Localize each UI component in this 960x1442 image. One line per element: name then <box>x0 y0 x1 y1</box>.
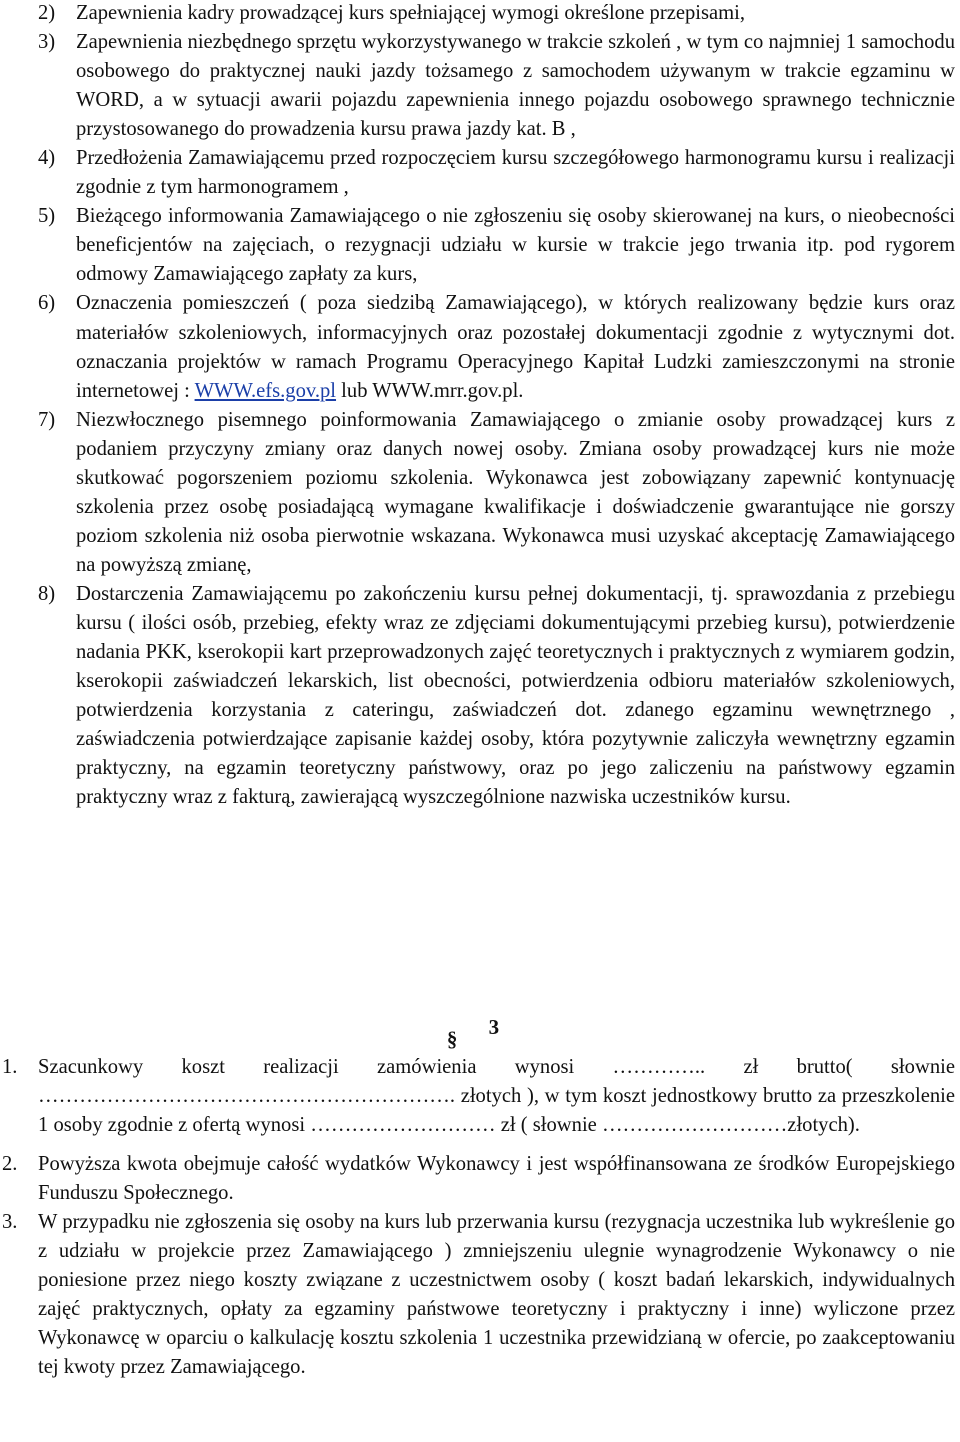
list-item-5 <box>0 202 960 289</box>
item-text <box>76 289 955 405</box>
list-item-reduction <box>0 1208 960 1382</box>
list-item-2 <box>0 0 960 28</box>
item-text: Bieżącego informowania Zamawiającego o nie zgłoszeniu się osoby skierowanej na kurs, o nieobecności beneficjentów na zajęciach, o rezygnacji udziału w kursie w trakcie jego trwania itp. pod rygorem odmowy Zamawiającego zapłaty za kurs, <box>76 205 955 286</box>
item-number: 7) <box>38 408 56 431</box>
section-number: 3 <box>488 1015 500 1039</box>
item-number: 2) <box>38 2 56 24</box>
item-text: Przedłożenia Zamawiającemu przed rozpoczęciem kursu szczegółowego harmonogramu kursu i realizacji zgodnie z tym harmonogramem , <box>76 147 955 199</box>
item-number: 1. <box>2 1056 18 1078</box>
item-text-before-link: Oznaczenia pomieszczeń ( poza siedzibą Zamawiającego), w których realizowany będzie kurs oraz materiałów szkoleniowych, informacyjnych oraz pozostałej dokumentacji zgodnie z wytycznymi dot. oznaczania projektów w ramach Programu Operacyjnego Kapitał Ludzki zamieszczonymi na stronie internetowej : <box>76 292 955 402</box>
list-item-3 <box>0 28 960 144</box>
list-item-funding <box>0 1150 960 1208</box>
item-number: 2. <box>2 1153 18 1176</box>
item-text: Powyższa kwota obejmuje całość wydatków Wykonawcy i jest współfinansowana ze środków Europejskiego Funduszu Społecznego. <box>38 1153 955 1205</box>
item-number: 8) <box>38 582 56 605</box>
list-item-6 <box>0 289 960 405</box>
list-item-8 <box>0 580 960 812</box>
efs-website-link[interactable]: WWW.efs.gov.pl <box>194 379 337 402</box>
item-text: Zapewnienia niezbędnego sprzętu wykorzystywanego w trakcie szkoleń , w tym co najmniej 1 samochodu osobowego do praktycznej nauki jazdy tożsamego z samochodem używanym w trakcie egzaminu w WORD, a w sytuacji awarii pojazdu zapewnienia innego pojazdu osobowego sprawnego technicznie przystosowanego do prowadzenia kursu prawa jazdy kat. B , <box>76 31 955 141</box>
section-sign: § <box>446 1027 458 1051</box>
list-item-7 <box>0 406 960 580</box>
item-text-after-link: lub WWW.mrr.gov.pl. <box>336 379 524 402</box>
item-number: 3. <box>2 1211 18 1234</box>
item-number: 4) <box>38 147 56 170</box>
list-item-4 <box>0 144 960 202</box>
item-text: W przypadku nie zgłoszenia się osoby na kurs lub przerwania kursu (rezygnacja uczestnika lub wykreślenie go z udziału w projekcie przez Zamawiającego ) zmniejszeniu ulegnie wynagrodzenie Wykonawcy o nie poniesione przez niego koszty związane z uczestnictwem osoby ( koszt badań lekarskich, indywidualnych zajęć praktycznych, opłaty za egzaminy państwowe teoretyczny i praktyczny i inne) wyliczone przez Wykonawcę w oparciu o kalkulację kosztu szkolenia 1 uczestnika przewidzianą w ofercie, po zaakceptowaniu tej kwoty przez Zamawiającego. <box>38 1211 955 1379</box>
list-item-cost <box>0 1053 960 1140</box>
item-number: 5) <box>38 205 56 228</box>
item-text: Niezwłocznego pisemnego poinformowania Zamawiającego o zmianie osoby prowadzącej kurs z podaniem przyczyny zmiany oraz danych nowej osoby. Zmiana osoby prowadzącej kurs nie może skutkować pogorszeniem poziomu szkolenia. Wykonawca jest zobowiązany zapewnić kontynuację szkolenia przez osobę posiadającą wymagane kwalifikacje i doświadczenie gwarantujące nie gorszy poziom szkolenia niż osoba pierwotnie wskazana. Wykonawca musi uzyskać akceptację Zamawiającego na powyższą zmianę, <box>76 408 955 576</box>
section-heading <box>0 1015 960 1051</box>
item-text: Zapewnienia kadry prowadzącej kurs spełniającej wymogi określone przepisami, <box>76 2 746 24</box>
payment-list <box>0 1053 960 1383</box>
item-number: 3) <box>38 31 56 54</box>
item-text: Dostarczenia Zamawiającemu po zakończeniu kursu pełnej dokumentacji, tj. sprawozdania z przebiegu kursu ( ilości osób, przebieg, efekty wraz ze zdjęciami dokumentującymi przebieg kursu), potwierdzenie nadania PKK, kserokopii kart przeprowadzonych zajęć teoretycznych i praktycznych z wymiarem godzin, kserokopii zaświadczeń lekarskich, list obecności, potwierdzenia odbioru materiałów szkoleniowych, potwierdzenia korzystania z cateringu, zaświadczeń dot. zdanego egzaminu wewnętrznego , zaświadczenia potwierdzające zapisanie każdej osoby, która pozytywnie zaliczyła wewnętrzny egzamin praktyczny, na egzamin teoretyczny państwowy, oraz po jego zaliczeniu na państwowy egzamin praktyczny wraz z fakturą, zawierającą wyszczególnione nazwiska uczestników kursu. <box>76 582 955 809</box>
item-number: 6) <box>38 292 56 315</box>
item-text: Szacunkowy koszt realizacji zamówienia wynosi ………….. zł brutto( słownie ……………………………………………………. złotych ), w tym koszt jednostkowy brutto za przeszkolenie 1 osoby zgodnie z ofertą wynosi ……………………… zł ( słownie ………………………złotych). <box>38 1056 955 1137</box>
